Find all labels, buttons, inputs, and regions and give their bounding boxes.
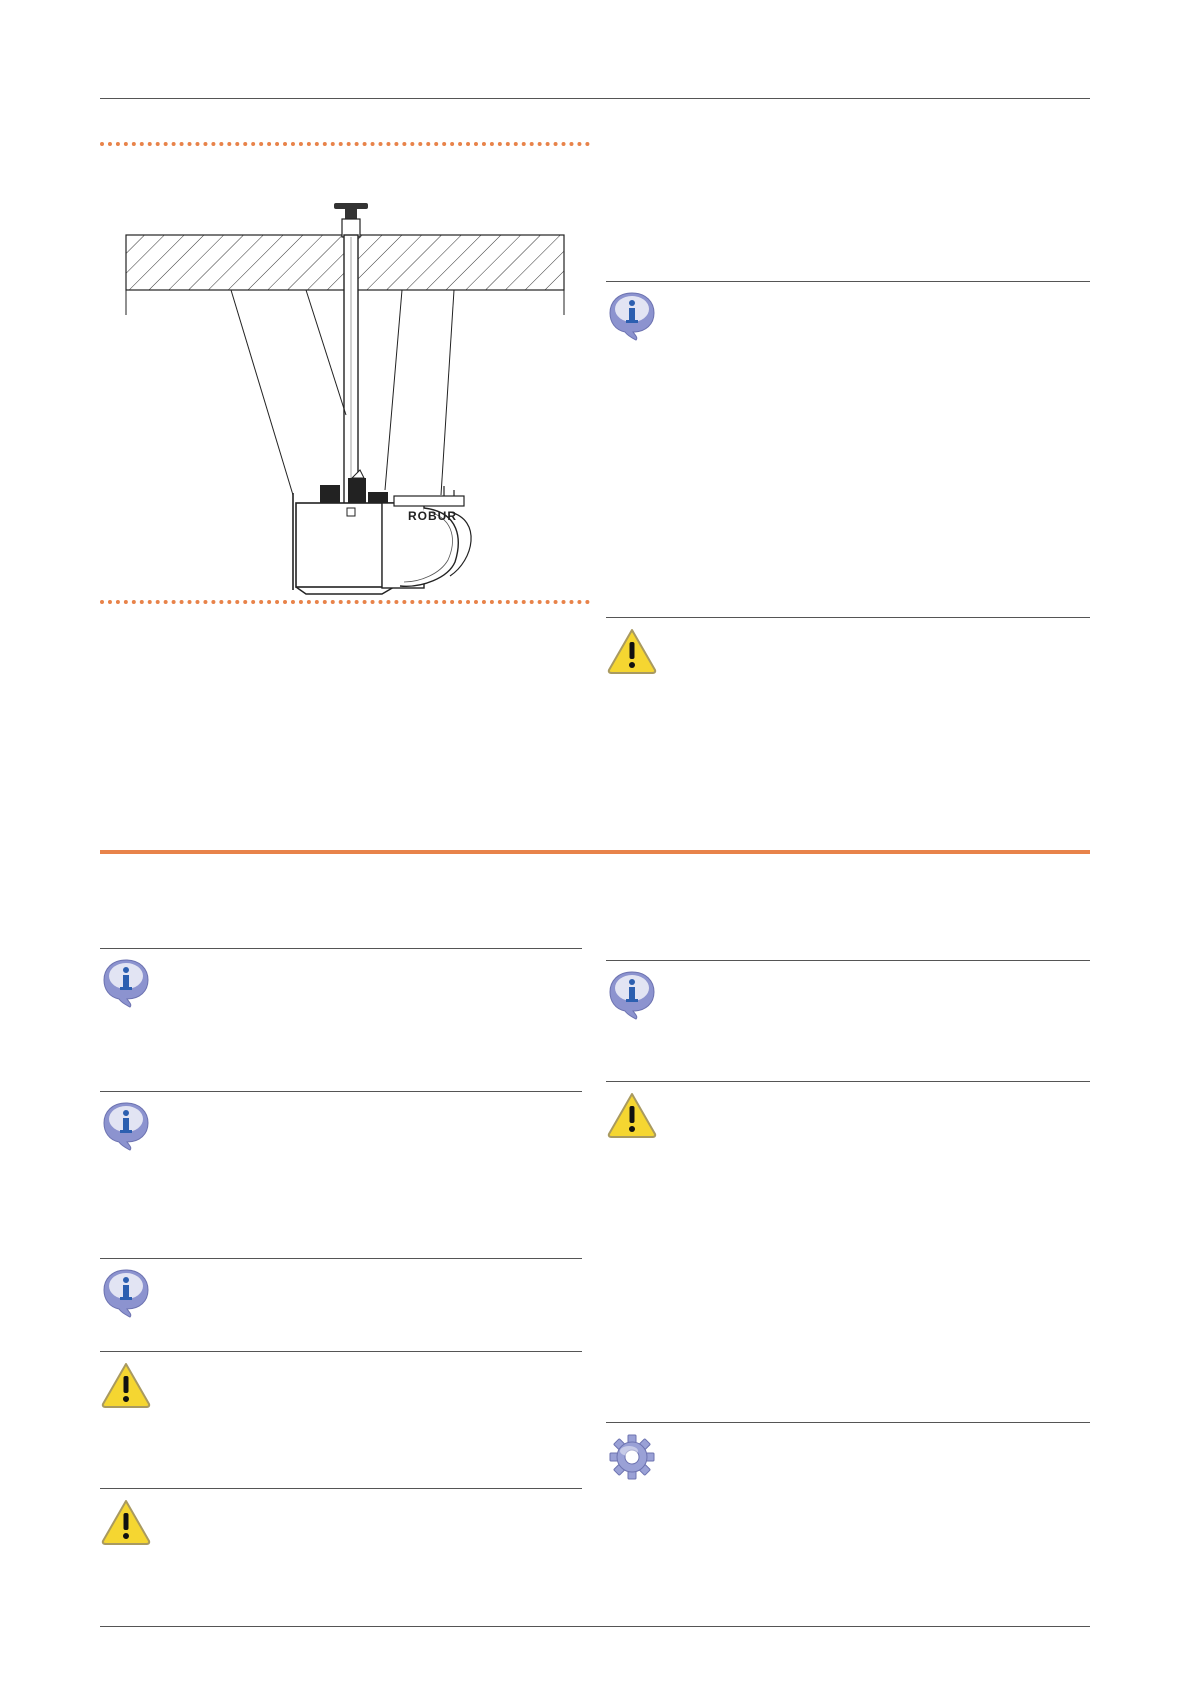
ceiling-installation-figure [110, 190, 580, 600]
footer-rule [100, 1626, 1090, 1627]
note-divider [100, 1091, 582, 1092]
note-info-3 [100, 1258, 582, 1318]
note-settings [606, 1422, 1090, 1482]
flue-pipe [344, 235, 358, 512]
warning-icon [606, 625, 658, 677]
gear-icon [606, 1430, 658, 1482]
warning-icon [606, 1089, 658, 1141]
note-warning-2 [100, 1488, 582, 1548]
note-info-4 [606, 960, 1090, 1020]
note-warning-3 [606, 1081, 1090, 1141]
info-icon [606, 968, 658, 1020]
note-divider [100, 1488, 582, 1489]
note-divider [606, 960, 1090, 961]
suspension-rods [231, 290, 454, 495]
figure-bottom-border [100, 600, 590, 604]
note-divider [100, 1351, 582, 1352]
info-icon [100, 1266, 152, 1318]
note-divider [606, 1422, 1090, 1423]
warning-icon [100, 1359, 152, 1411]
note-info-1 [100, 948, 582, 1008]
section-divider [100, 850, 1090, 854]
note-divider [606, 281, 1090, 282]
note-divider [606, 617, 1090, 618]
note-divider [606, 1081, 1090, 1082]
info-icon [100, 1099, 152, 1151]
unit-brand-label: ROBUR [408, 509, 457, 523]
note-info-top-right [606, 281, 1090, 341]
info-icon [100, 956, 152, 1008]
warning-icon [100, 1496, 152, 1548]
note-info-2 [100, 1091, 582, 1151]
info-icon [606, 289, 658, 341]
flue-terminal [334, 203, 368, 237]
note-warning-top-right [606, 617, 1090, 677]
heater-unit [293, 470, 471, 594]
note-divider [100, 1258, 582, 1259]
note-divider [100, 948, 582, 949]
header-rule [100, 98, 1090, 99]
note-warning-1 [100, 1351, 582, 1411]
figure-top-border [100, 142, 590, 146]
